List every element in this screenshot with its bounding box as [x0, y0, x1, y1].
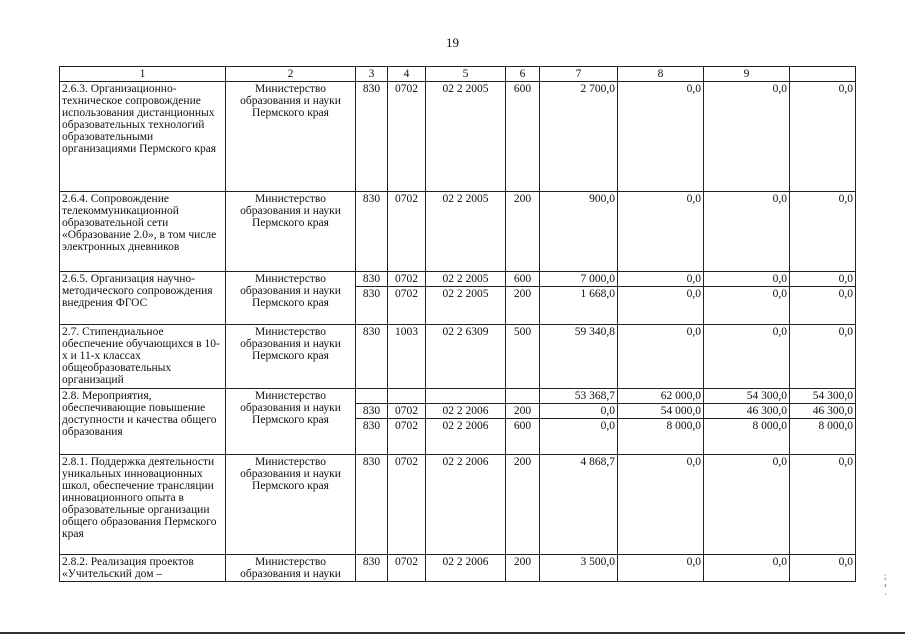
- code-cell: 0702: [388, 404, 426, 419]
- code-cell: 0702: [388, 555, 426, 582]
- item-name: 2.6.3. Организационно-техническое сопровождение использования дистанционных образовательных технологий образовательными организациями Пермского края: [60, 82, 226, 192]
- amount-cell: 7 000,0: [540, 272, 618, 287]
- code-cell: 02 2 2005: [426, 287, 506, 325]
- amount-cell: 0,0: [790, 287, 856, 325]
- amount-cell: 0,0: [704, 325, 790, 389]
- ministry-name: Министерство образования и науки Пермского края: [226, 455, 356, 555]
- amount-cell: 0,0: [790, 82, 856, 192]
- code-cell: 02 2 2005: [426, 272, 506, 287]
- code-cell: 02 2 2006: [426, 555, 506, 582]
- code-cell: 600: [506, 82, 540, 192]
- amount-cell: 0,0: [704, 555, 790, 582]
- amount-cell: 4 868,7: [540, 455, 618, 555]
- code-cell: [506, 389, 540, 404]
- item-name: 2.8.2. Реализация проектов «Учительский дом –: [60, 555, 226, 582]
- amount-cell: 59 340,8: [540, 325, 618, 389]
- code-cell: [426, 389, 506, 404]
- header-cell: 2: [226, 67, 356, 82]
- code-cell: 02 2 2005: [426, 192, 506, 272]
- amount-cell: 0,0: [704, 455, 790, 555]
- ministry-name: Министерство образования и науки Пермского края: [226, 272, 356, 325]
- header-cell: 8: [618, 67, 704, 82]
- header-cell: 6: [506, 67, 540, 82]
- amount-cell: 62 000,0: [618, 389, 704, 404]
- ministry-name: Министерство образования и науки Пермского края: [226, 82, 356, 192]
- code-cell: 0702: [388, 419, 426, 455]
- code-cell: 830: [356, 404, 388, 419]
- amount-cell: 46 300,0: [790, 404, 856, 419]
- amount-cell: 53 368,7: [540, 389, 618, 404]
- header-cell: 3: [356, 67, 388, 82]
- amount-cell: 0,0: [618, 82, 704, 192]
- amount-cell: 0,0: [618, 455, 704, 555]
- item-name: 2.8.1. Поддержка деятельности уникальных инновационных школ, обеспечение трансляции инновационного опыта в образовательные организации общего образования Пермского края: [60, 455, 226, 555]
- ministry-name: Министерство образования и науки Пермского края: [226, 389, 356, 455]
- code-cell: 0702: [388, 192, 426, 272]
- amount-cell: 0,0: [618, 325, 704, 389]
- amount-cell: 0,0: [618, 287, 704, 325]
- table-row: [60, 192, 856, 272]
- code-cell: 830: [356, 287, 388, 325]
- amount-cell: 0,0: [790, 555, 856, 582]
- code-cell: 02 2 6309: [426, 325, 506, 389]
- header-cell: 7: [540, 67, 618, 82]
- amount-cell: 8 000,0: [790, 419, 856, 455]
- amount-cell: 0,0: [790, 325, 856, 389]
- code-cell: 200: [506, 192, 540, 272]
- table-row: [60, 455, 856, 555]
- code-cell: 830: [356, 455, 388, 555]
- header-cell: 4: [388, 67, 426, 82]
- item-name: 2.6.4. Сопровождение телекоммуникационной образовательной сети «Образование 2.0», в том числе электронных дневников: [60, 192, 226, 272]
- code-cell: 02 2 2006: [426, 404, 506, 419]
- page-bottom-edge: [0, 632, 905, 634]
- amount-cell: 54 300,0: [790, 389, 856, 404]
- code-cell: 830: [356, 192, 388, 272]
- code-cell: 02 2 2006: [426, 455, 506, 555]
- amount-cell: 0,0: [790, 272, 856, 287]
- amount-cell: 0,0: [704, 192, 790, 272]
- code-cell: 200: [506, 455, 540, 555]
- code-cell: 200: [506, 555, 540, 582]
- table-row: [60, 272, 856, 287]
- code-cell: 600: [506, 419, 540, 455]
- code-cell: 830: [356, 555, 388, 582]
- amount-cell: 0,0: [790, 455, 856, 555]
- amount-cell: 8 000,0: [618, 419, 704, 455]
- amount-cell: 3 500,0: [540, 555, 618, 582]
- margin-mark: ; ‹ ·: [884, 571, 887, 599]
- item-name: 2.8. Мероприятия, обеспечивающие повышение доступности и качества общего образования: [60, 389, 226, 455]
- amount-cell: 54 000,0: [618, 404, 704, 419]
- code-cell: 02 2 2005: [426, 82, 506, 192]
- amount-cell: 46 300,0: [704, 404, 790, 419]
- amount-cell: 0,0: [618, 192, 704, 272]
- amount-cell: 54 300,0: [704, 389, 790, 404]
- code-cell: 0702: [388, 287, 426, 325]
- header-row: [60, 67, 856, 82]
- code-cell: [356, 389, 388, 404]
- header-cell: 9: [704, 67, 790, 82]
- header-cell: 1: [60, 67, 226, 82]
- ministry-name: Министерство образования и науки Пермского края: [226, 192, 356, 272]
- code-cell: [388, 389, 426, 404]
- amount-cell: 1 668,0: [540, 287, 618, 325]
- code-cell: 0702: [388, 272, 426, 287]
- amount-cell: 0,0: [704, 287, 790, 325]
- amount-cell: 900,0: [540, 192, 618, 272]
- code-cell: 830: [356, 272, 388, 287]
- code-cell: 830: [356, 325, 388, 389]
- table-row: [60, 555, 856, 582]
- budget-table: [59, 66, 856, 582]
- header-cell: [790, 67, 856, 82]
- code-cell: 0702: [388, 82, 426, 192]
- amount-cell: 2 700,0: [540, 82, 618, 192]
- ministry-name: Министерство образования и науки Пермского края: [226, 325, 356, 389]
- header-cell: 5: [426, 67, 506, 82]
- page-number: 19: [446, 35, 459, 50]
- item-name: 2.6.5. Организация научно-методического сопровождения внедрения ФГОС: [60, 272, 226, 325]
- code-cell: 830: [356, 419, 388, 455]
- code-cell: 500: [506, 325, 540, 389]
- code-cell: 0702: [388, 455, 426, 555]
- code-cell: 830: [356, 82, 388, 192]
- code-cell: 1003: [388, 325, 426, 389]
- amount-cell: 0,0: [704, 272, 790, 287]
- code-cell: 02 2 2006: [426, 419, 506, 455]
- code-cell: 600: [506, 272, 540, 287]
- table-row: [60, 82, 856, 192]
- amount-cell: 0,0: [540, 419, 618, 455]
- ministry-name: Министерство образования и науки: [226, 555, 356, 582]
- amount-cell: 0,0: [790, 192, 856, 272]
- table-row: [60, 325, 856, 389]
- amount-cell: 0,0: [618, 555, 704, 582]
- amount-cell: 0,0: [540, 404, 618, 419]
- code-cell: 200: [506, 404, 540, 419]
- code-cell: 200: [506, 287, 540, 325]
- table-row: [60, 389, 856, 404]
- item-name: 2.7. Стипендиальное обеспечение обучающихся в 10-х и 11-х классах общеобразовательных организаций: [60, 325, 226, 389]
- amount-cell: 0,0: [704, 82, 790, 192]
- amount-cell: 8 000,0: [704, 419, 790, 455]
- amount-cell: 0,0: [618, 272, 704, 287]
